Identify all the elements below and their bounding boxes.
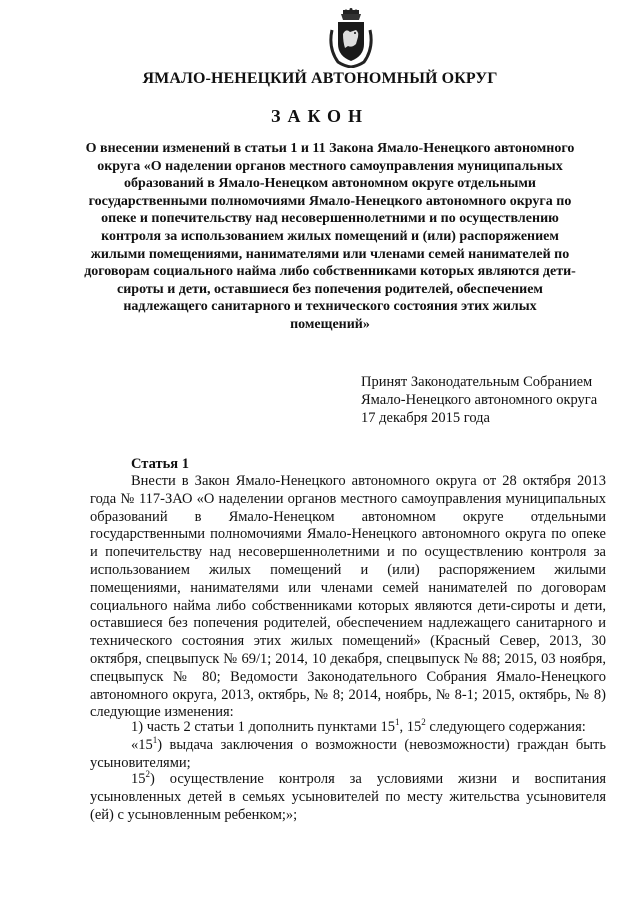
adoption-line: Принят Законодательным Собранием bbox=[361, 374, 593, 390]
superscript: 2 bbox=[145, 769, 150, 780]
clause-15-2 bbox=[90, 771, 606, 824]
document-type: ЗАКОН bbox=[270, 106, 370, 126]
clause-text: ) выдача заключения о возможности (невозможности) граждан быть усыновителями; bbox=[90, 737, 606, 771]
superscript: 2 bbox=[421, 717, 426, 728]
coat-of-arms-icon bbox=[326, 8, 376, 68]
superscript: 1 bbox=[152, 735, 158, 746]
law-title: О внесении изменений в статьи 1 и 11 Закона Ямало-Ненецкого автономного округа «О наделении органов местного самоуправления муниципальных образований в Ямало-Ненецком автономном округе отдельными государственными полномочиями Ямало-Ненецкого автономного округа по опеке и попечительству над несовершеннолетними и по осуществлению контроля за использованием жилых помещений и (или) распоряжением жилыми помещениями, нанимателями или членами семей нанимателей по договорам социального найма либо собственниками которых являются дети-сироты и дети, оставшиеся без попечения родителей, обеспечением надлежащего санитарного и технического состояния этих жилых помещений» bbox=[84, 141, 576, 332]
clause-15-1 bbox=[90, 737, 606, 773]
adoption-block bbox=[361, 373, 621, 427]
superscript: 1 bbox=[394, 717, 400, 728]
amendment-text: следующего содержания: bbox=[425, 719, 586, 735]
clause-text: ) осуществление контроля за условиями жизни и воспитания усыновленных детей в семьях усыновителей по месту жительства усыновителя (ей) с усыновленным ребенком;»; bbox=[90, 771, 606, 823]
amendment-item bbox=[90, 719, 606, 737]
amendment-text: , 15 bbox=[399, 719, 422, 735]
article-paragraph: Внести в Закон Ямало-Ненецкого автономного округа от 28 октября 2013 года № 117-ЗАО «О наделении органов местного самоуправления муниципальных образований в Ямало-Ненецком автономном округе отдельными государственными полномочиями Ямало-Ненецкого автономного округа по опеке и попечительству над несовершеннолетними и по осуществлению контроля за использованием жилых помещений и (или) распоряжением жилыми помещениями, нанимателями или членами семей нанимателей по договорам социального найма либо собственниками которых являются дети-сироты и дети, оставшиеся без попечения родителей, обеспечением надлежащего санитарного и технического состояния этих жилых помещений» (Красный Север, 2013, 30 октября, спецвыпуск № 69/1; 2014, 10 декабря, спецвыпуск № 88; 2015, 03 ноября, спецвыпуск № 80; Ведомости Законодательного Собрания Ямало-Ненецкого автономного округа, 2013, октябрь, № 8; 2014, ноябрь, № 8-1; 2015, октябрь, № 8) следующие изменения: bbox=[90, 473, 606, 721]
amendment-text: 1) часть 2 статьи 1 дополнить пунктами 15 bbox=[131, 719, 395, 735]
clause-number: «15 bbox=[131, 737, 153, 753]
region-name: ЯМАЛО-НЕНЕЦКИЙ АВТОНОМНЫЙ ОКРУГ bbox=[142, 70, 498, 87]
article-heading: Статья 1 bbox=[131, 456, 189, 472]
clause-number: 15 bbox=[131, 771, 146, 787]
adoption-date: 17 декабря 2015 года bbox=[361, 410, 490, 426]
adoption-line: Ямало-Ненецкого автономного округа bbox=[361, 392, 598, 408]
